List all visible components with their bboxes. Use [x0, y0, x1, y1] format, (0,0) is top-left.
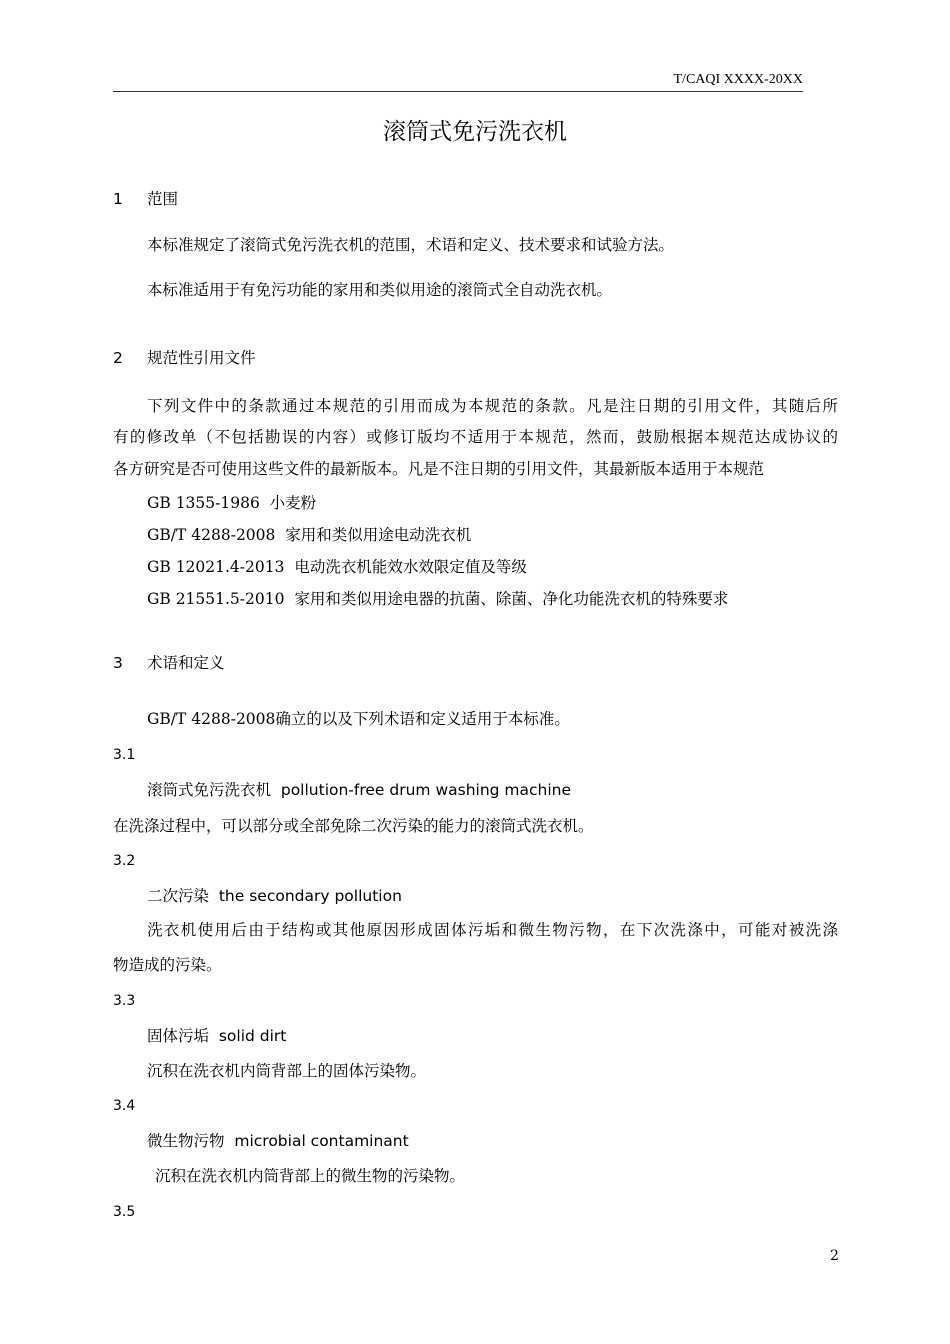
term-definition: 沉积在洗衣机内筒背部上的固体污染物。	[147, 1062, 427, 1080]
term-definition: 在洗涤过程中，可以部分或全部免除二次污染的能力的滚筒式洗衣机。	[113, 817, 594, 835]
header-rule	[113, 91, 803, 92]
term-number: 3.1	[113, 747, 136, 763]
paragraph-line: 有的修改单（不包括勘误的内容）或修订版均不适用于本规范，然而，鼓励根据本规范达成协议的	[113, 428, 838, 446]
paragraph: 本标准规定了滚筒式免污洗衣机的范围，术语和定义、技术要求和试验方法。	[147, 236, 675, 254]
term-definition: 洗衣机使用后由于结构或其他原因形成固体污垢和微生物污物，在下次洗涤中，可能对被洗涤	[147, 921, 838, 939]
standard-code: T/CAQI XXXX-20XX	[673, 72, 803, 87]
term-title: 滚筒式免污洗衣机 pollution-free drum washing machine	[147, 781, 572, 799]
reference-item: GB 1355-1986 小麦粉	[147, 494, 317, 512]
paragraph: GB/T 4288-2008确立的以及下列术语和定义适用于本标准。	[147, 710, 570, 728]
section-number: 2	[113, 349, 123, 367]
section-heading: 规范性引用文件	[147, 349, 256, 367]
paragraph-line: 各方研究是否可使用这些文件的最新版本。凡是不注日期的引用文件，其最新版本适用于本规范	[113, 460, 765, 478]
term-title: 二次污染 the secondary pollution	[147, 887, 402, 905]
term-number: 3.3	[113, 993, 136, 1009]
term-title: 微生物污物 microbial contaminant	[147, 1132, 409, 1150]
term-title: 固体污垢 solid dirt	[147, 1027, 287, 1045]
section-number: 1	[113, 190, 123, 208]
section-heading: 术语和定义	[147, 654, 225, 672]
reference-item: GB/T 4288-2008 家用和类似用途电动洗衣机	[147, 526, 472, 544]
reference-item: GB 12021.4-2013 电动洗衣机能效水效限定值及等级	[147, 558, 527, 576]
reference-item: GB 21551.5-2010 家用和类似用途电器的抗菌、除菌、净化功能洗衣机的特殊要求	[147, 590, 729, 608]
page-number: 2	[830, 1248, 839, 1264]
term-number: 3.4	[113, 1098, 136, 1114]
term-definition: 沉积在洗衣机内筒背部上的微生物的污染物。	[155, 1167, 466, 1185]
section-heading: 范围	[147, 190, 179, 208]
paragraph: 本标准适用于有免污功能的家用和类似用途的滚筒式全自动洗衣机。	[147, 281, 613, 299]
term-number: 3.2	[113, 853, 136, 869]
document-title: 滚筒式免污洗衣机	[383, 119, 567, 145]
section-number: 3	[113, 654, 123, 672]
paragraph-line: 下列文件中的条款通过本规范的引用而成为本规范的条款。凡是注日期的引用文件，其随后所	[147, 397, 838, 415]
term-definition: 物造成的污染。	[113, 956, 222, 974]
term-number: 3.5	[113, 1204, 136, 1220]
